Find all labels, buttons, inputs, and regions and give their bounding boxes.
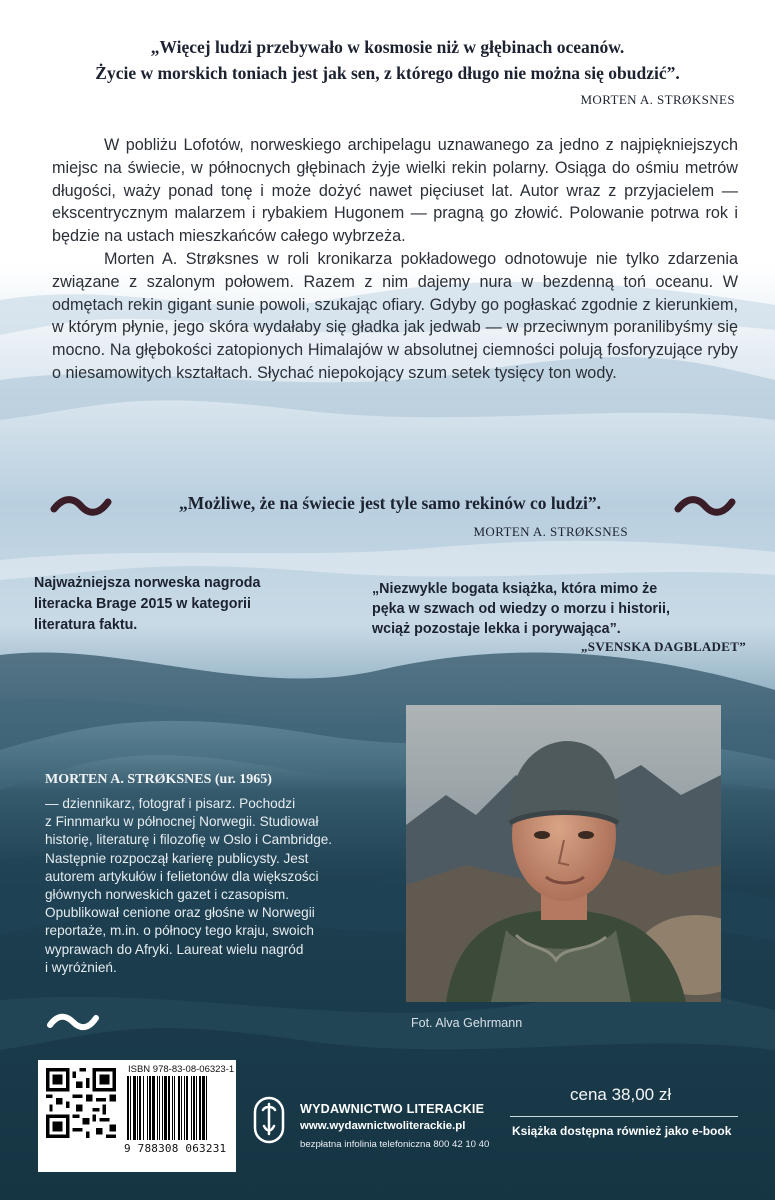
bio-line: z Finnmarku w północnej Norwegii. Studiował	[45, 814, 319, 830]
top-quote-author: MORTEN A. STRØKSNES	[580, 92, 735, 107]
wave-ornament-icon	[46, 1010, 100, 1034]
award-line: Najważniejsza norweska nagroda	[34, 575, 261, 591]
award-line: literatura faktu.	[34, 617, 138, 633]
top-quote-line: „Więcej ludzi przebywało w kosmosie niż w głębinach oceanów.	[150, 37, 625, 57]
blurb	[52, 134, 738, 385]
review-line: „Niezwykle bogata książka, która mimo że	[372, 581, 658, 597]
qr-code-icon	[46, 1068, 116, 1138]
wave-ornament-icon	[674, 492, 736, 520]
review-line: wciąż pozostaje lekka i porywająca”.	[372, 621, 621, 637]
isbn-label: ISBN 978-83-08-06323-1	[128, 1064, 235, 1075]
publisher-url: www.wydawnictwoliterackie.pl	[300, 1120, 466, 1132]
author-bio	[45, 795, 395, 977]
blurb-paragraph: Morten A. Strøksnes w roli kronikarza pokładowego odnotowuje nie tylko zdarzenia związane z szalonym połowem. Razem z nim dajemy nura w bezdenną toń oceanu. W odmętach rekin gigant sunie powoli, szukając ofiary. Gdyby go pogłaskać zgodnie z kierunkiem, w którym płynie, jego skóra wydałaby się gładka jak jedwab — w przeciwnym poranilibyśmy się mocno. Na głębokości zatopionych Himalajów w absolutnej ciemności polują fosforyzujące ryby o niesamowitych kształtach. Słychać niepokojący szum setek tysięcy ton wody.	[52, 249, 738, 382]
bio-line: reportaże, m.in. o północy tego kraju, swoich	[45, 923, 314, 939]
bio-line: Opublikował cenione oraz głośne w Norwegii	[45, 905, 315, 921]
review-line: pęka w szwach od wiedzy o morzu i historii,	[372, 601, 670, 617]
bio-line: Następnie rozpoczął karierę publicysty. Jest	[45, 850, 309, 866]
bio-line: i wyróżnień.	[45, 959, 117, 975]
blurb-paragraph: W pobliżu Lofotów, norweskiego archipelagu uznawanego za jedno z najpiękniejszych miejsc na świecie, w północnych głębinach żyje wielki rekin polarny. Osiąga do ośmiu metrów długości, waży ponad tonę i może dożyć nawet pięciuset lat. Autor wraz z przyjacielem — ekscentrycznym malarzem i rybakiem Hugonem — pragną go złowić. Polowanie potrwa rok i będzie na ustach mieszkańców całego wybrzeża.	[52, 136, 738, 246]
author-photo	[406, 705, 721, 1002]
bio-line: historię, literaturę i filozofię w Oslo i Cambridge.	[45, 832, 333, 848]
bio-line: autorem artykułów i felietonów dla większości	[45, 868, 319, 884]
ean-number: 9 788308 063231	[124, 1142, 227, 1155]
publisher-hotline: bezpłatna infolinia telefoniczna 800 42 10 40	[300, 1139, 490, 1150]
award-line: literacka Brage 2015 w kategorii	[34, 596, 251, 612]
publisher-name: WYDAWNICTWO LITERACKIE	[300, 1102, 485, 1116]
bio-line: wyprawach do Afryki. Laureat wielu nagród	[45, 941, 304, 957]
photo-credit: Fot. Alva Gehrmann	[411, 1016, 523, 1030]
review-quote	[372, 579, 752, 639]
ebook-note: Książka dostępna również jako e-book	[512, 1124, 732, 1138]
price: cena 38,00 zł	[570, 1085, 672, 1104]
award-note	[34, 573, 334, 636]
price-divider	[510, 1116, 738, 1117]
barcode-icon	[126, 1076, 230, 1140]
isbn-box	[38, 1060, 236, 1172]
review-source: „SVENSKA DAGBLADET”	[581, 639, 746, 654]
publisher-logo-icon	[253, 1096, 285, 1144]
bio-heading: MORTEN A. STRØKSNES (ur. 1965)	[45, 772, 272, 787]
top-quote	[40, 34, 735, 86]
bio-line: — dziennikarz, fotograf i pisarz. Pochodzi	[45, 796, 296, 811]
top-quote-line: Życie w morskich toniach jest jak sen, z którego długo nie można się obudzić”.	[95, 63, 680, 83]
bio-line: głównych norweskich gazet i czasopism.	[45, 887, 290, 903]
middle-quote: „Możliwe, że na świecie jest tyle samo rekinów co ludzi”.	[178, 493, 602, 513]
middle-quote-author: MORTEN A. STRØKSNES	[473, 524, 628, 539]
